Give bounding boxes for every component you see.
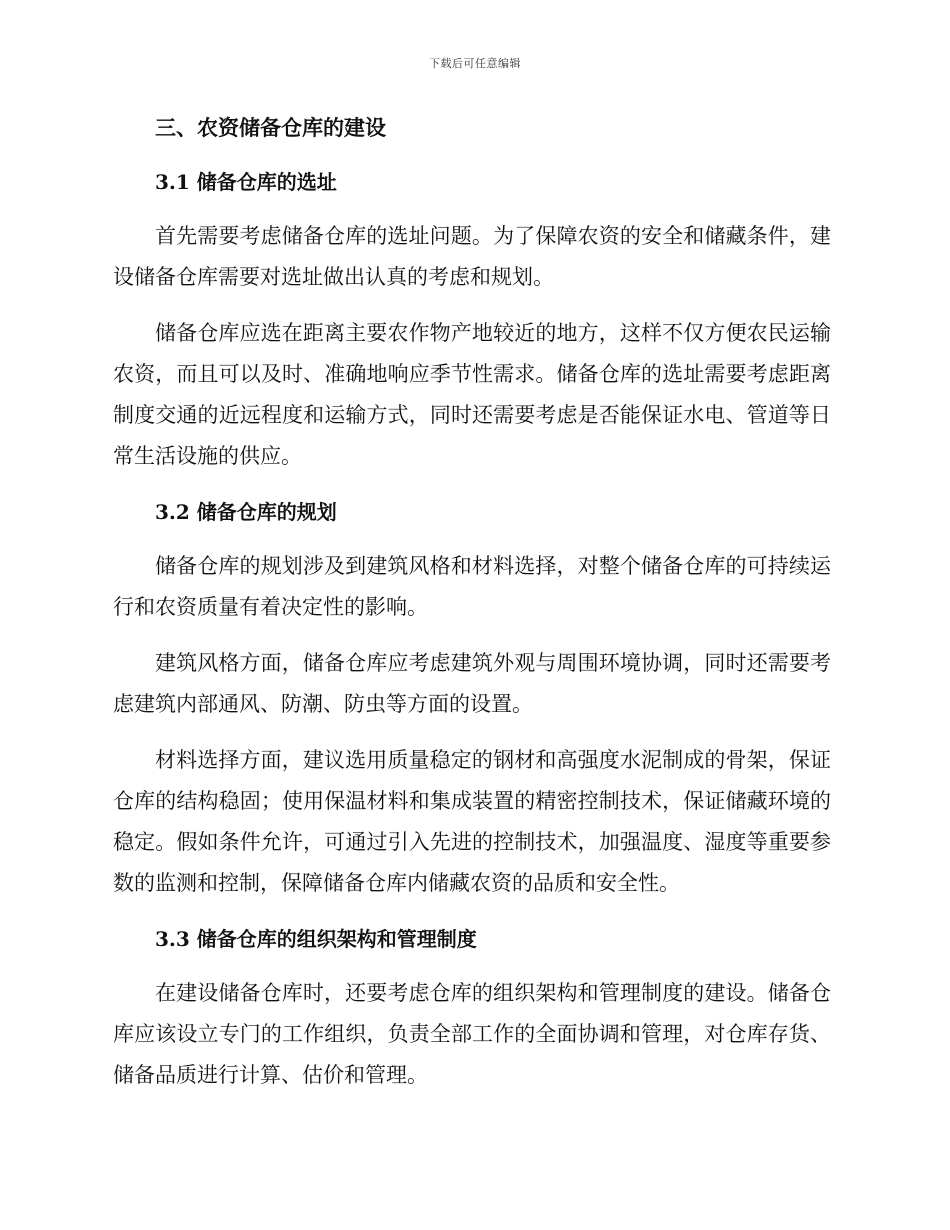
paragraph: 建筑风格方面，储备仓库应考虑建筑外观与周围环境协调，同时还需要考虑建筑内部通风、防潮、防虫等方面的设置。 [113,651,831,716]
section-title: 三、农资储备仓库的建设 [155,115,386,140]
paragraph: 首先需要考虑储备仓库的选址问题。为了保障农资的安全和储藏条件，建设储备仓库需要对选址做出认真的考虑和规划。 [113,224,831,289]
paragraph: 储备仓库的规划涉及到建筑风格和材料选择，对整个储备仓库的可持续运行和农资质量有着决定性的影响。 [113,554,831,619]
document-body [113,108,831,1111]
subsection-heading-3-2: 3.2 储备仓库的规划 [155,500,337,524]
paragraph: 在建设储备仓库时，还要考虑仓库的组织架构和管理制度的建设。储备仓库应该设立专门的工作组织，负责全部工作的全面协调和管理，对仓库存货、储备品质进行计算、估价和管理。 [113,981,831,1087]
paragraph: 储备仓库应选在距离主要农作物产地较近的地方，这样不仅方便农民运输农资，而且可以及时、准确地响应季节性需求。储备仓库的选址需要考虑距离制度交通的近远程度和运输方式，同时还需要考虑是否能保证水电、管道等日常生活设施的供应。 [113,321,831,468]
subsection-heading-3-1: 3.1 储备仓库的选址 [155,170,337,194]
paragraph: 材料选择方面，建议选用质量稳定的钢材和高强度水泥制成的骨架，保证仓库的结构稳固；使用保温材料和集成装置的精密控制技术，保证储藏环境的稳定。假如条件允许，可通过引入先进的控制技术，加强温度、湿度等重要参数的监测和控制，保障储备仓库内储藏农资的品质和安全性。 [113,748,831,895]
header-note: 下载后可任意编辑 [429,57,521,70]
subsection-heading-3-3: 3.3 储备仓库的组织架构和管理制度 [155,927,477,951]
